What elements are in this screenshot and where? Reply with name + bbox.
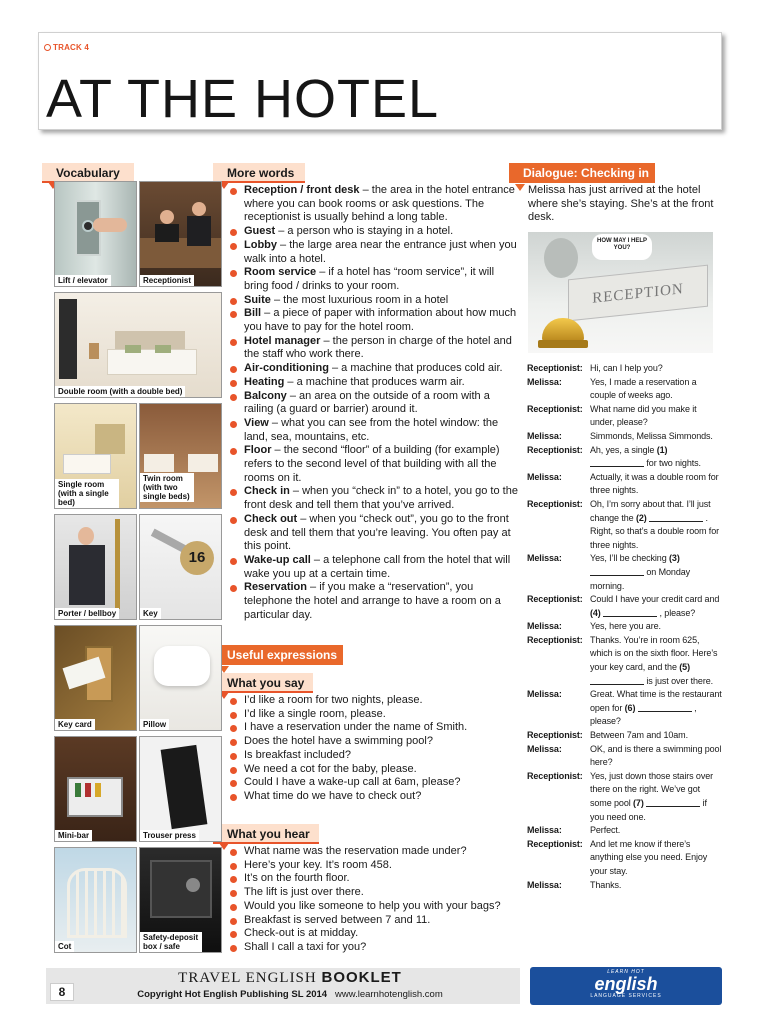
vocab-definition-item	[228, 266, 520, 293]
dialogue-text: Perfect.	[590, 825, 621, 836]
dialogue-heading: Dialogue: Checking in	[509, 163, 655, 183]
speaker-name: Melissa:	[527, 743, 562, 754]
receptionist-caption: Receptionist	[140, 275, 194, 286]
dialogue-line	[527, 444, 723, 471]
vocab-definition-item	[228, 239, 520, 266]
dialogue-line	[527, 634, 723, 688]
dialogue-line	[527, 552, 723, 593]
vocab-definition-item	[228, 362, 520, 376]
vocab-definition: – when you “check in” to a hotel, you go to the front desk and tell them that you’ve arrived.	[244, 485, 518, 512]
audio-disc-icon	[44, 44, 51, 51]
trouser-press-tile	[139, 736, 222, 842]
dialogue-line	[527, 770, 723, 824]
safe-tile	[139, 847, 222, 953]
vocab-definition: – a person who is staying in a hotel.	[275, 225, 454, 238]
page-number: 8	[50, 983, 74, 1001]
what-you-say-heading: What you say	[213, 673, 313, 693]
vocab-term: Balcony	[244, 389, 287, 402]
dialogue-text: OK, and is there a swimming pool here?	[590, 743, 722, 768]
what-you-hear-list	[228, 845, 520, 955]
vocab-definition: – a piece of paper with information about how much you have to pay for the hotel room.	[244, 307, 517, 334]
dialogue-text: Yes, just down those stairs over there on the right. We’ve got some pool (7) if you need one.	[590, 770, 714, 822]
what-you-say-list	[228, 694, 520, 804]
single-room-caption: Single room (with a single bed)	[55, 479, 119, 508]
dialogue-line	[527, 403, 723, 430]
dialogue-text: Thanks. You’re in room 625, which is on the sixth floor. Here’s your key card, and the (5) is just over there.	[590, 634, 718, 686]
vocab-term: Wake-up call	[244, 553, 311, 566]
vocab-definition-item	[228, 307, 520, 334]
porter-bellboy-caption: Porter / bellboy	[55, 608, 119, 619]
vocab-term: Lobby	[244, 238, 277, 251]
vocab-definition: – the large area near the entrance just when you walk into a hotel.	[244, 238, 517, 265]
vocab-term: Bill	[244, 307, 262, 320]
dialogue-line	[527, 824, 723, 838]
dialogue-text: Yes, here you are.	[590, 621, 661, 632]
vocab-definition: – a telephone call from the hotel that will wake you up at a certain time.	[244, 553, 511, 580]
vocab-definition-item	[228, 390, 520, 417]
dialogue-line	[527, 729, 723, 743]
dialogue-text: Yes, I’ll be checking (3) on Monday morning.	[590, 553, 691, 591]
track-label: TRACK 4	[44, 43, 89, 52]
vocab-definition: – the second “floor” of a building (for example) refers to the second level of that building with all the rooms on it.	[244, 444, 500, 484]
dialogue-transcript	[527, 362, 723, 892]
blank-number: (4)	[590, 607, 601, 618]
say-phrase-item: We need a cot for the baby, please.	[228, 763, 520, 777]
vocab-definition-item	[228, 184, 520, 225]
dialogue-line	[527, 376, 723, 403]
say-phrase-item: I have a reservation under the name of Smith.	[228, 721, 520, 735]
hear-phrase-item: Would you like someone to help you with your bags?	[228, 900, 520, 914]
vocab-definition-item	[228, 554, 520, 581]
speaker-name: Receptionist:	[527, 594, 583, 605]
what-you-hear-heading: What you hear	[213, 824, 319, 844]
vocabulary-heading: Vocabulary	[42, 163, 134, 183]
dialogue-line	[527, 471, 723, 498]
say-phrase-item: Is breakfast included?	[228, 749, 520, 763]
vocab-definition: – a machine that produces warm air.	[284, 375, 465, 388]
dialogue-line	[527, 593, 723, 620]
answer-blank[interactable]	[638, 703, 692, 712]
learn-hot-english-logo: LEARN HOT english LANGUAGE SERVICES	[530, 967, 722, 1005]
dialogue-line	[527, 838, 723, 879]
pillow-caption: Pillow	[140, 719, 169, 730]
dialogue-text: Yes, I made a reservation a couple of weeks ago.	[590, 376, 697, 401]
hear-phrase-item: Breakfast is served between 7 and 11.	[228, 914, 520, 928]
dialogue-line	[527, 498, 723, 552]
dialogue-text: What name did you make it under, please?	[590, 403, 697, 428]
answer-blank[interactable]	[590, 458, 644, 467]
blank-number: (7)	[633, 798, 644, 808]
vocab-definition-item	[228, 417, 520, 444]
vocab-term: Room service	[244, 266, 317, 279]
vocab-term: View	[244, 416, 269, 429]
porter-bellboy-tile	[54, 514, 137, 620]
vocab-term: Guest	[244, 225, 276, 238]
speaker-name: Receptionist:	[527, 770, 583, 781]
vocab-term: Hotel manager	[244, 334, 321, 347]
speaker-name: Melissa:	[527, 471, 562, 482]
vocab-term: Floor	[244, 444, 272, 457]
vocab-definition-item	[228, 294, 520, 308]
dialogue-text: And let me know if there’s anything else you need. Enjoy your stay.	[590, 838, 708, 876]
receptionist-tile	[139, 181, 222, 287]
booklet-title: TRAVEL ENGLISH BOOKLET	[178, 969, 402, 986]
speaker-name: Receptionist:	[527, 634, 583, 645]
blank-number: (1)	[656, 444, 668, 455]
mini-bar-caption: Mini-bar	[55, 830, 92, 841]
reception-bell-photo	[528, 232, 713, 353]
dialogue-line	[527, 743, 723, 770]
blank-number: (3)	[669, 553, 680, 564]
vocab-definition-item	[228, 513, 520, 554]
dialogue-text: Hi, can I help you?	[590, 363, 663, 373]
speaker-name: Melissa:	[527, 430, 562, 441]
vocab-definition: – what you can see from the hotel window: the land, sea, mountains, etc.	[244, 416, 499, 443]
dialogue-text: Could I have your credit card and (4) , please?	[590, 594, 720, 618]
answer-blank[interactable]	[590, 676, 644, 685]
reception-sign: RECEPTION	[568, 265, 708, 322]
speaker-name: Receptionist:	[527, 838, 583, 849]
vocab-term: Air-conditioning	[244, 362, 329, 375]
blank-number: (6)	[624, 702, 636, 713]
dialogue-text: Between 7am and 10am.	[590, 730, 688, 741]
say-phrase-item: I’d like a room for two nights, please.	[228, 694, 520, 708]
dialogue-text: Ah, yes, a single (1) for two nights.	[590, 444, 701, 469]
hear-phrase-item: Here’s your key. It’s room 458.	[228, 859, 520, 873]
speaker-name: Receptionist:	[527, 444, 583, 455]
key-card-tile	[54, 625, 137, 731]
speaker-name: Melissa:	[527, 689, 562, 700]
key-card-caption: Key card	[55, 719, 95, 730]
vocab-term: Heating	[244, 375, 285, 388]
answer-blank[interactable]	[649, 513, 703, 522]
speaker-name: Melissa:	[527, 376, 562, 387]
page-title: AT THE HOTEL	[46, 69, 440, 129]
lift-elevator-caption: Lift / elevator	[55, 275, 111, 286]
blank-number: (2)	[635, 512, 647, 523]
key-tag-number: 16	[180, 541, 214, 575]
single-room-tile	[54, 403, 137, 509]
double-room-caption: Double room (with a double bed)	[55, 386, 185, 397]
speaker-name: Melissa:	[527, 879, 562, 890]
vocab-term: Reception / front desk	[244, 184, 360, 196]
vocab-definition-item	[228, 376, 520, 390]
dialogue-line	[527, 362, 723, 376]
vocab-definition-item	[228, 581, 520, 622]
dialogue-intro: Melissa has just arrived at the hotel where she’s staying. She’s at the front desk.	[528, 184, 714, 224]
blank-number: (5)	[679, 662, 690, 673]
dialogue-line	[527, 688, 723, 729]
hear-phrase-item: It’s on the fourth floor.	[228, 872, 520, 886]
twin-room-caption: Twin room (with two single beds)	[140, 473, 194, 502]
dialogue-text: Simmonds, Melissa Simmonds.	[590, 430, 713, 441]
vocab-definition: – the person in charge of the hotel and the staff who work there.	[244, 334, 512, 361]
vocab-definition: – the area in the hotel entrance where you can book rooms or ask questions. The receptionist is usually behind a long table.	[244, 184, 515, 224]
speaker-name: Receptionist:	[527, 498, 583, 509]
say-phrase-item: What time do we have to check out?	[228, 790, 520, 804]
answer-blank[interactable]	[603, 608, 657, 617]
say-phrase-item: I’d like a single room, please.	[228, 708, 520, 722]
answer-blank[interactable]	[646, 798, 700, 807]
vocab-term: Reservation	[244, 581, 307, 594]
dialogue-text: Great. What time is the restaurant open for (6) , please?	[590, 689, 722, 727]
dialogue-line	[527, 879, 723, 893]
say-phrase-item: Could I have a wake-up call at 6am, please?	[228, 776, 520, 790]
more-words-heading: More words	[213, 163, 305, 183]
speaker-name: Receptionist:	[527, 730, 583, 741]
dialogue-text: Oh, I’m sorry about that. I’ll just change the (2) . Right, so that’s a double room for three nights.	[590, 498, 720, 550]
hear-phrase-item: The lift is just over there.	[228, 886, 520, 900]
speaker-name: Melissa:	[527, 553, 562, 564]
vocab-definition-item	[228, 225, 520, 239]
cot-tile	[54, 847, 137, 953]
vocab-definition: – an area on the outside of a room with a railing (a guard or barrier) around it.	[244, 389, 490, 416]
trouser-press-caption: Trouser press	[140, 830, 199, 841]
speaker-name: Melissa:	[527, 621, 562, 632]
vocab-definition-item	[228, 444, 520, 485]
twin-room-tile	[139, 403, 222, 509]
speaker-name: Melissa:	[527, 825, 562, 836]
answer-blank[interactable]	[590, 567, 644, 576]
say-phrase-item: Does the hotel have a swimming pool?	[228, 735, 520, 749]
dialogue-line	[527, 430, 723, 444]
speaker-name: Receptionist:	[527, 363, 583, 373]
hear-phrase-item: Check-out is at midday.	[228, 927, 520, 941]
hear-phrase-item: Shall I call a taxi for you?	[228, 941, 520, 955]
dialogue-text: Thanks.	[590, 879, 622, 890]
mini-bar-tile	[54, 736, 137, 842]
speech-bubble: HOW MAY I HELP YOU?	[592, 234, 652, 260]
copyright-line: Copyright Hot English Publishing SL 2014 www.learnhotenglish.com	[137, 989, 443, 1000]
more-words-list	[228, 184, 520, 623]
vocab-definition: – if you make a “reservation”, you telephone the hotel and arrange to have a room on a particular day.	[244, 581, 501, 621]
pillow-tile	[139, 625, 222, 731]
vocab-term: Check out	[244, 512, 298, 525]
dialogue-line	[527, 620, 723, 634]
hear-phrase-item: What name was the reservation made under?	[228, 845, 520, 859]
vocab-definition: – the most luxurious room in a hotel	[270, 293, 449, 306]
vocab-definition: – when you “check out”, you go to the front desk and tell them that you’re leaving. You often pay at this point.	[244, 512, 511, 553]
speaker-name: Receptionist:	[527, 403, 583, 414]
key-caption: Key	[140, 608, 161, 619]
vocab-definition: – a machine that produces cold air.	[328, 362, 503, 375]
vocab-term: Check in	[244, 485, 290, 498]
useful-expressions-heading: Useful expressions	[213, 645, 343, 665]
vocab-definition: – if a hotel has “room service”, it will bring food / drinks to your room.	[244, 266, 495, 292]
lift-elevator-tile	[54, 181, 137, 287]
vocab-term: Suite	[244, 293, 271, 306]
double-room-tile	[54, 292, 222, 398]
key-tile	[139, 514, 222, 620]
vocab-definition-item	[228, 335, 520, 362]
cot-caption: Cot	[55, 941, 74, 952]
vocab-definition-item	[228, 485, 520, 512]
dialogue-text: Actually, it was a double room for three nights.	[590, 471, 719, 496]
safe-caption: Safety-deposit box / safe	[140, 932, 202, 952]
